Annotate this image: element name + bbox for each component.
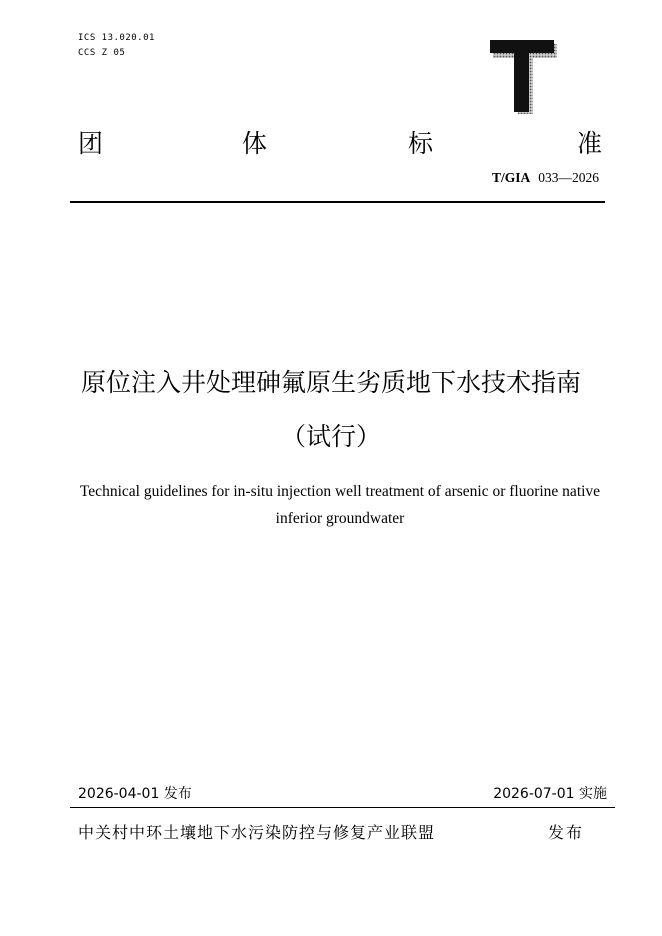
chinese-subtitle: （试行） [280,422,381,451]
header-divider [70,201,605,203]
standard-prefix: T/GIA [491,170,531,185]
publishing-organization: 中关村中环土壤地下水污染防控与修复产业联盟 [78,823,436,842]
publish-label: 发布 [548,823,585,842]
ics-code: ICS 13.020.01 [78,33,155,43]
footer-divider [70,807,615,808]
standard-code: 033—2026 [538,170,599,185]
publish-date: 2026-04-01 发布 [78,786,192,802]
ccs-code: CCS Z 05 [78,48,126,58]
category-char: 团 [78,129,104,158]
standard-logo [490,40,560,118]
category-char: 准 [577,129,603,158]
standard-number [492,170,599,186]
category-char: 体 [242,129,268,158]
implement-date: 2026-07-01 实施 [493,786,607,802]
category-char: 标 [408,129,434,158]
chinese-title: 原位注入井处理砷氟原生劣质地下水技术指南 [80,368,581,397]
english-title: Technical guidelines for in-situ injection well treatment of arsenic or fluorine native inferior groundwater [79,483,601,527]
